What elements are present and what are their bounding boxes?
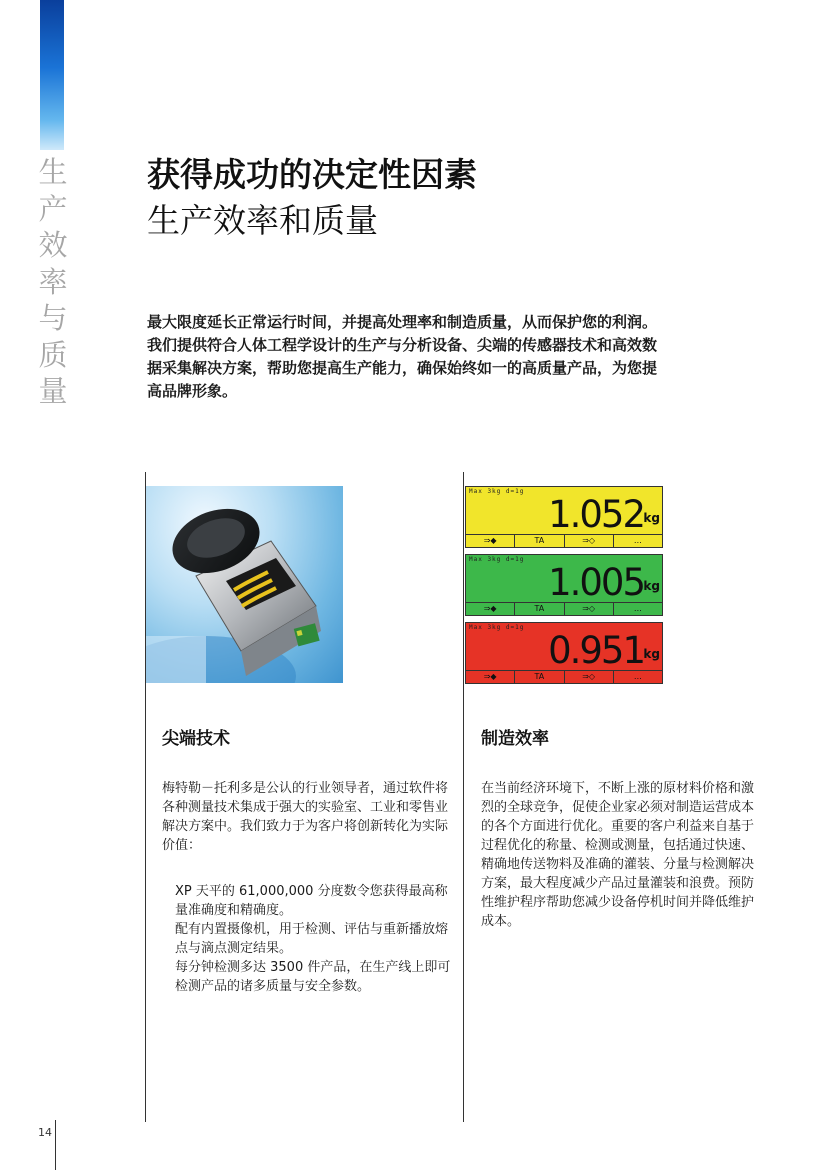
left-section-heading: 尖端技术 — [162, 729, 230, 749]
list-item: XP 天平的 61,000,000 分度数令您获得最高称量准确度和精确度。 — [175, 884, 448, 918]
list-item: 每分钟检测多达 3500 件产品，在生产线上即可检测产品的诸多质量与安全参数。 — [175, 960, 451, 994]
weighing-display-yellow — [465, 486, 663, 548]
softkey-transfer: ⇒◆ — [466, 535, 515, 547]
weighing-display-green — [465, 554, 663, 616]
page-title: 获得成功的决定性因素 — [147, 155, 477, 194]
display-capacity-line: Max 3kg d=1g — [469, 556, 525, 563]
brand-color-bar — [40, 0, 64, 150]
display-weight-value: 0.951 — [548, 629, 644, 672]
softkey-transfer: ⇒◆ — [466, 671, 515, 683]
display-weight-value: 1.005 — [548, 561, 644, 604]
right-section-heading: 制造效率 — [481, 729, 549, 749]
weighing-display-stack — [465, 486, 663, 690]
softkey-zero: ⇒◇ — [565, 671, 614, 683]
softkey-transfer: ⇒◆ — [466, 603, 515, 615]
softkey-more: … — [633, 672, 642, 681]
display-softkeys — [466, 602, 662, 615]
side-title-char: 效 — [38, 228, 68, 262]
display-weight-value: 1.052 — [548, 493, 644, 536]
display-softkeys — [466, 670, 662, 683]
weighing-display-red — [465, 622, 663, 684]
display-capacity-line: Max 3kg d=1g — [469, 624, 525, 631]
softkey-tare: TA — [515, 603, 564, 615]
display-softkeys — [466, 534, 662, 547]
footer-rule — [55, 1120, 56, 1170]
display-weight-unit: kg — [643, 647, 660, 661]
page-subtitle: 生产效率和质量 — [147, 201, 378, 240]
side-title-char: 质 — [38, 337, 68, 372]
softkey-zero: ⇒◇ — [565, 535, 614, 547]
side-title-char: 产 — [38, 191, 68, 226]
vertical-section-title — [36, 154, 70, 410]
sensor-module-photo — [146, 486, 343, 683]
softkey-tare: TA — [515, 671, 564, 683]
left-section-paragraph: 梅特勒－托利多是公认的行业领导者，通过软件将各种测量技术集成于强大的实验室、工业和零售业解决方案中。我们致力于为客户将创新转化为实际价值： — [162, 781, 449, 853]
side-title-char: 量 — [38, 374, 68, 408]
softkey-more: … — [633, 536, 642, 545]
right-section-paragraph: 在当前经济环境下，不断上涨的原材料价格和激烈的全球竞争，促使企业家必须对制造运营成本的各个方面进行优化。重要的客户利益来自基于过程优化的称量、检测或测量，包括通过快速、精确地传送物料及准确的灌装、分量与检测解决方案，最大程度减少产品过量灌装和浪费。预防性维护程序帮助您减少设备停机时间并降低维护成本。 — [481, 781, 755, 929]
side-title-char: 率 — [38, 264, 68, 299]
list-item: 配有内置摄像机，用于检测、评估与重新播放熔点与滴点测定结果。 — [175, 922, 449, 956]
softkey-more: … — [633, 604, 642, 613]
sensor-module-illustration — [146, 486, 343, 683]
display-capacity-line: Max 3kg d=1g — [469, 488, 525, 495]
side-title-char: 与 — [38, 301, 68, 335]
right-column-rule — [463, 472, 464, 1122]
softkey-zero: ⇒◇ — [565, 603, 614, 615]
page-number: 14 — [38, 1126, 52, 1139]
left-section-bullets — [175, 882, 455, 996]
display-weight-unit: kg — [643, 579, 660, 593]
intro-paragraph: 最大限度延长正常运行时间，并提高处理率和制造质量，从而保护您的利润。我们提供符合人体工程学设计的生产与分析设备、尖端的传感器技术和高效数据采集解决方案，帮助您提高生产能力，确保始终如一的高质量产品，为您提高品牌形象。 — [147, 313, 658, 400]
display-weight-unit: kg — [643, 511, 660, 525]
softkey-tare: TA — [515, 535, 564, 547]
side-title-char: 生 — [38, 155, 68, 189]
